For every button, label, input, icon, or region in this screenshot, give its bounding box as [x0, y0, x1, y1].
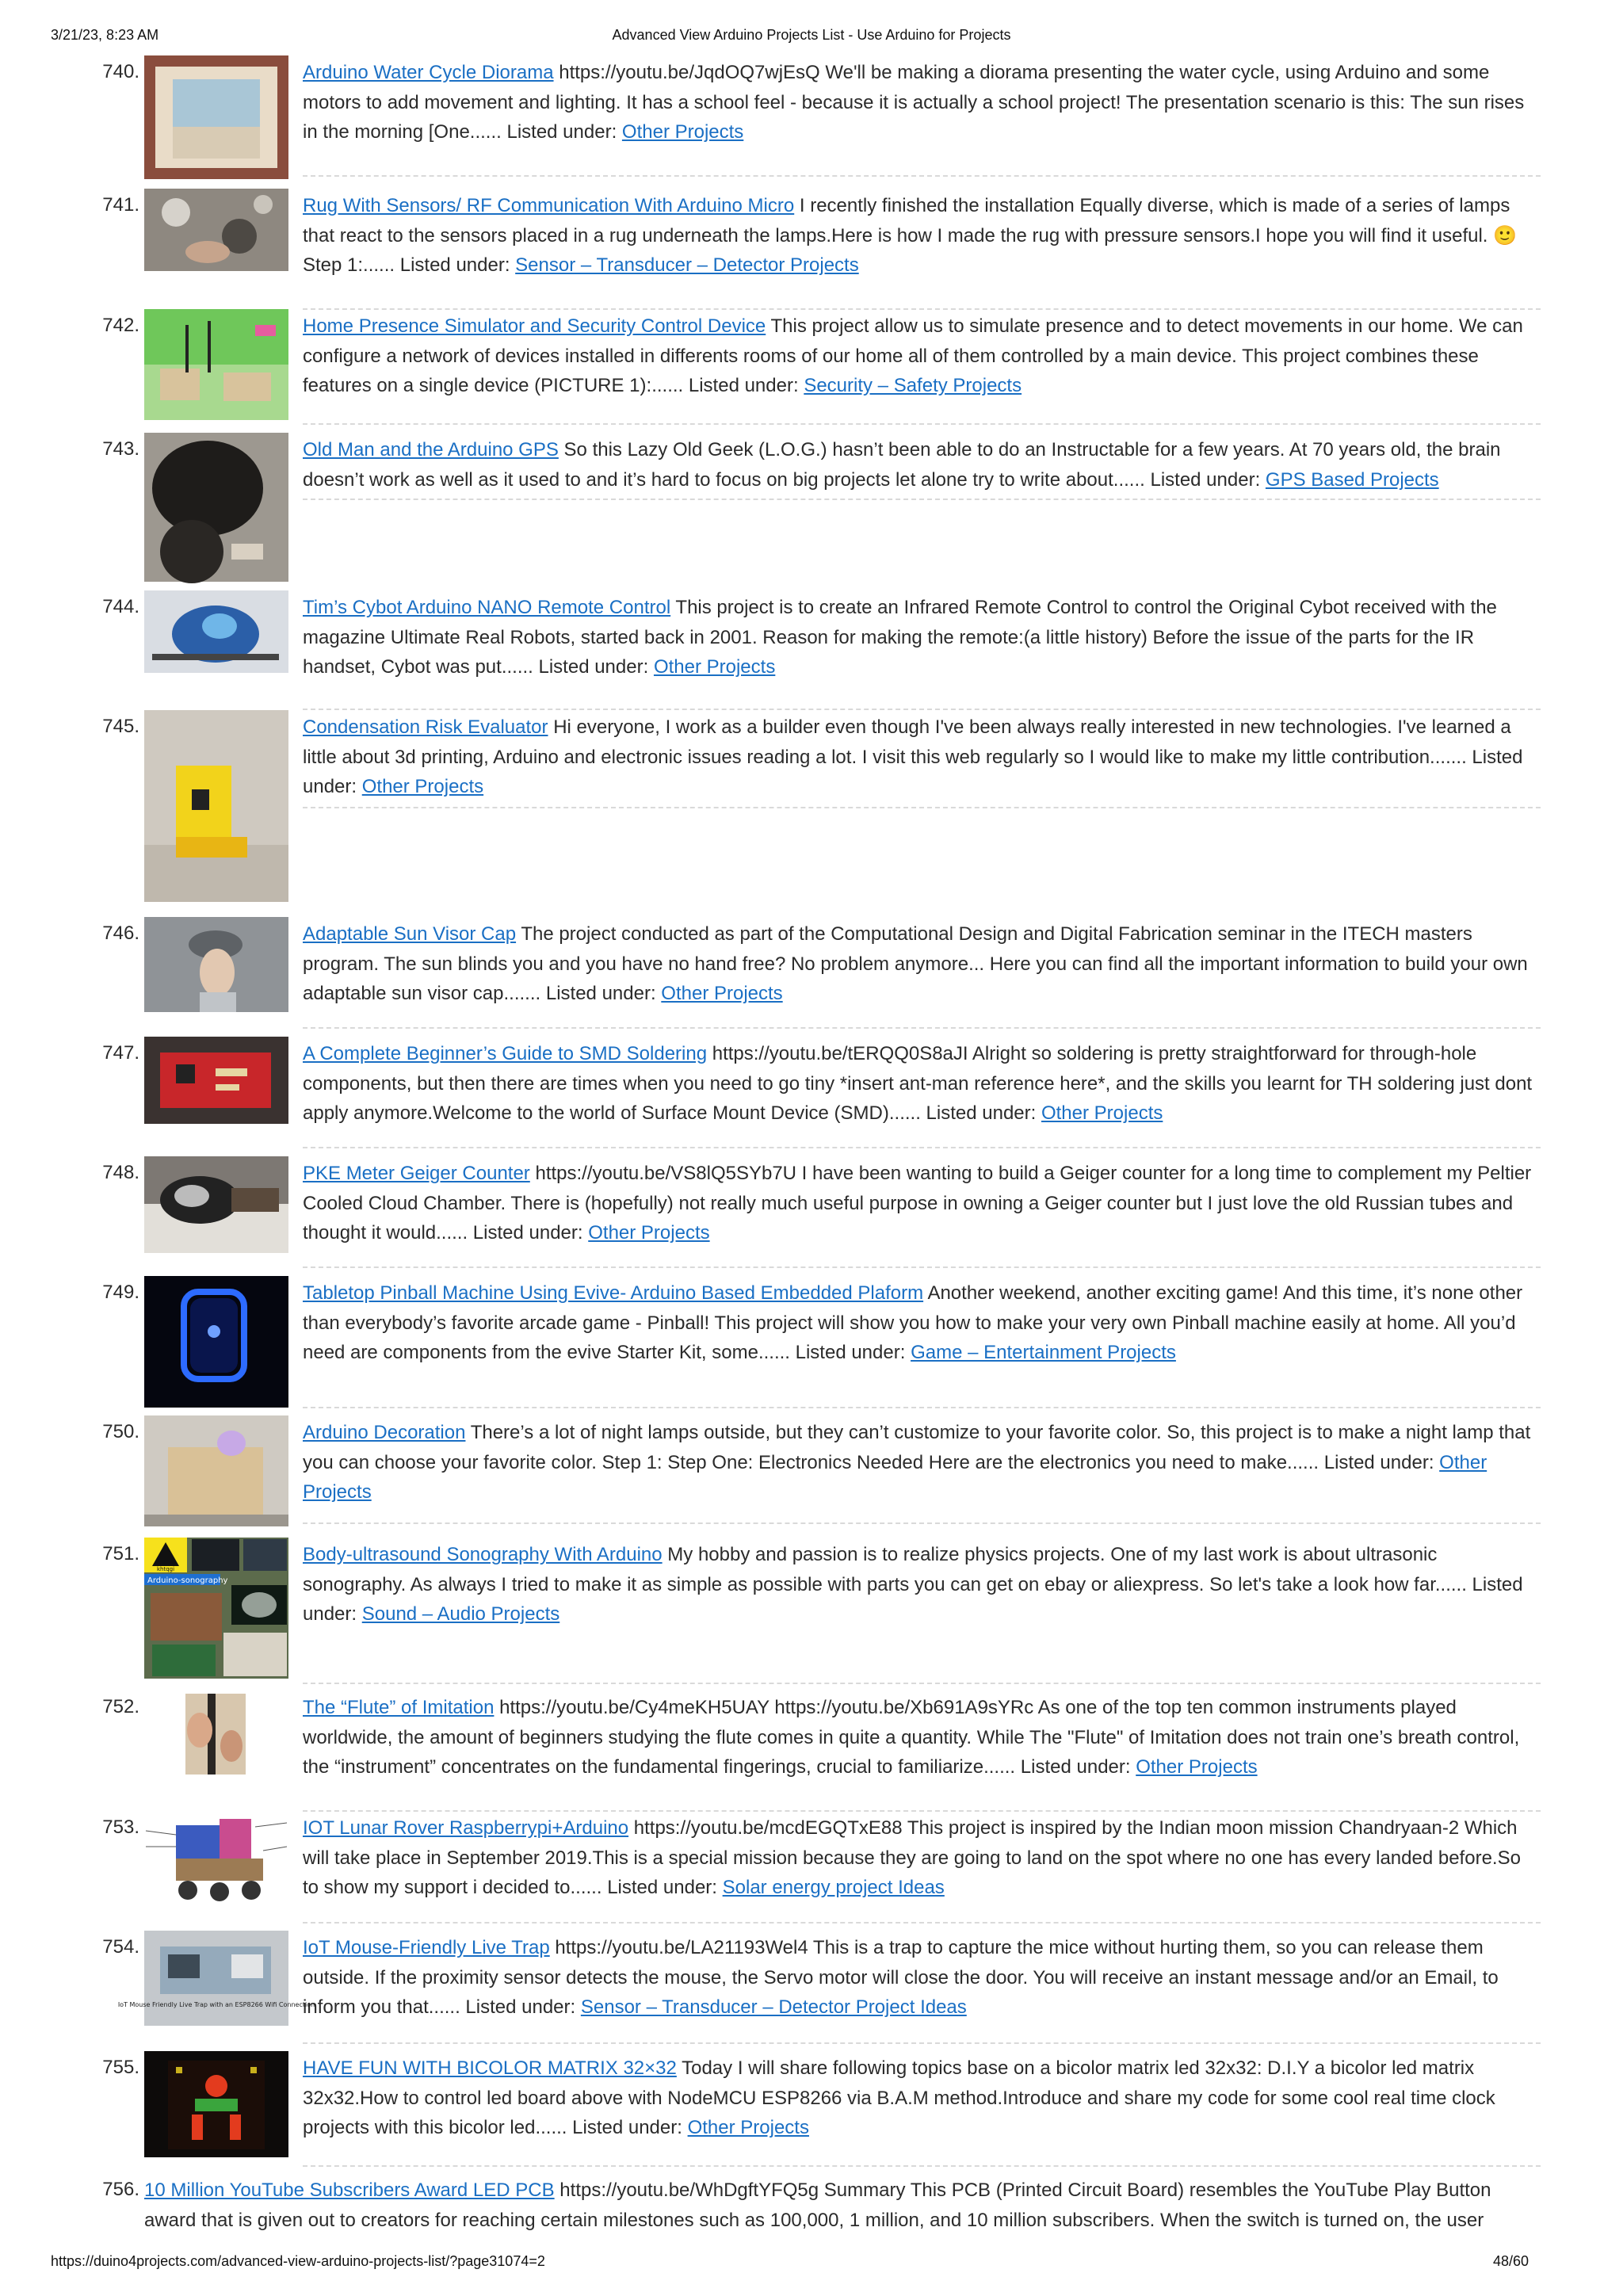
item-text — [303, 1278, 1539, 1368]
listed-under-label: Listed under: — [399, 254, 510, 276]
divider — [303, 2165, 1541, 2167]
listed-under-label: Listed under: — [1150, 468, 1261, 491]
project-title-link[interactable]: Arduino Decoration — [303, 1422, 466, 1443]
project-title-link[interactable]: HAVE FUN WITH BICOLOR MATRIX 32×32 — [303, 2057, 677, 2079]
category-link[interactable]: Game – Entertainment Projects — [911, 1342, 1176, 1363]
thumbnail-image[interactable] — [144, 1538, 288, 1679]
thumbnail-image[interactable] — [144, 2051, 288, 2157]
pinball-picture — [144, 1276, 288, 1408]
category-link[interactable]: Sound – Audio Projects — [361, 1603, 560, 1625]
listed-under-label: Listed under: — [545, 983, 656, 1004]
project-title-link[interactable]: Body-ultrasound Sonography With Arduino — [303, 1544, 663, 1565]
item-number: 750. — [102, 1421, 139, 1442]
item-text — [303, 1933, 1539, 2023]
thumbnail-image[interactable] — [144, 433, 288, 582]
thumbnail-image[interactable] — [144, 1037, 288, 1124]
project-title-link[interactable]: Tim’s Cybot Arduino NANO Remote Control — [303, 597, 671, 618]
item-number: 749. — [102, 1282, 139, 1303]
sonography-picture — [144, 1538, 288, 1679]
divider — [303, 1922, 1541, 1924]
presence-device-picture — [144, 309, 288, 420]
project-title-link[interactable]: IoT Mouse-Friendly Live Trap — [303, 1937, 550, 1958]
divider — [303, 499, 1541, 500]
category-link[interactable]: Other Projects — [687, 2117, 809, 2138]
project-description: https://youtu.be/mcdEGQTxE88 This project is inspired by the Indian moon mission Chandryaan-2 Which will take place in September 2019.This is a special mission because they are going to land on the spot where no one has every landed before.So to show my support i decided to...... — [303, 1817, 1521, 1898]
divider — [303, 709, 1541, 710]
led-matrix-picture — [144, 2051, 288, 2157]
category-link[interactable]: Solar energy project Ideas — [722, 1877, 945, 1898]
logo-text: khtqgi — [156, 1566, 175, 1572]
project-description: The project conducted as part of the Computational Design and Digital Fabrication seminar in the ITECH masters program. The sun blinds you and you have no hand free? No problem anymore... Here you can find all the important information to build your own adaptable sun visor cap....... — [303, 923, 1528, 1004]
category-link[interactable]: Other Projects — [1136, 1756, 1258, 1778]
thumb-caption: IoT Mouse Friendly Live Trap with an ESP8266 Wifi Connection — [117, 2001, 315, 2008]
item-text — [303, 1540, 1539, 1629]
cybot-picture — [144, 590, 288, 673]
thumbnail-image[interactable] — [144, 1690, 288, 1778]
item-number: 741. — [102, 194, 139, 216]
print-page-title: Advanced View Arduino Projects List - Use Arduino for Projects — [612, 27, 1011, 43]
page-url[interactable]: https://duino4projects.com/advanced-view-arduino-projects-list/?page31074=2 — [51, 2253, 545, 2269]
print-footer — [51, 2253, 1572, 2274]
category-link[interactable]: Sensor – Transducer – Detector Project Ideas — [580, 1996, 967, 2018]
listed-under-label: Listed under: — [303, 1573, 1523, 1625]
category-link[interactable]: Other Projects — [1041, 1102, 1163, 1124]
project-title-link[interactable]: 10 Million YouTube Subscribers Award LED PCB — [144, 2179, 555, 2201]
thumbnail-image[interactable] — [144, 1415, 288, 1526]
night-lamp-picture — [144, 1415, 288, 1526]
thumbnail-image[interactable] — [144, 1276, 288, 1408]
project-description: This project allow us to simulate presence and to detect movements in our home. We can configure a network of devices installed in differents rooms of our home all of them controlled by a main device. This project combines these features on a single device (PICTURE 1):...... — [303, 315, 1523, 396]
item-text — [303, 1813, 1539, 1903]
item-number: 742. — [102, 315, 139, 336]
listed-under-label: Listed under: — [538, 656, 649, 678]
listed-under-label: Listed under: — [506, 121, 617, 143]
item-number: 748. — [102, 1162, 139, 1183]
project-title-link[interactable]: Old Man and the Arduino GPS — [303, 439, 559, 460]
flute-picture — [144, 1690, 288, 1778]
item-number: 747. — [102, 1042, 139, 1064]
smd-board-picture — [144, 1037, 288, 1124]
lunar-rover-picture — [144, 1811, 288, 1908]
item-number: 756. — [102, 2179, 139, 2200]
project-title-link[interactable]: Tabletop Pinball Machine Using Evive- Arduino Based Embedded Plaform — [303, 1282, 924, 1304]
project-description: I recently finished the installation Equally diverse, which is made of a series of lamps that react to the sensors placed in a rug underneath the lamps.Here is how I made the rug with pressure sensors.I hope you will find it useful. 🙂 Step 1:...... — [303, 195, 1518, 276]
thumbnail-image[interactable] — [144, 1811, 288, 1908]
project-description: https://youtu.be/LA21193Wel4 This is a trap to capture the mice without hurting them, so you can release them outside. If the proximity sensor detects the mouse, the Servo motor will close the door. You will receive an instant message and/or an Email, to inform you that...... — [303, 1937, 1499, 2018]
evaluator-picture — [144, 710, 288, 902]
item-text — [303, 1693, 1539, 1782]
item-number: 752. — [102, 1696, 139, 1717]
visor-cap-picture — [144, 917, 288, 1012]
divider — [303, 1683, 1541, 1684]
project-title-link[interactable]: Arduino Water Cycle Diorama — [303, 62, 554, 83]
listed-under-label: Listed under: — [303, 746, 1523, 797]
project-description: https://youtu.be/tERQQ0S8aJI Alright so soldering is pretty straightforward for through-hole components, but then there are times when you need to go tiny *insert ant-man reference here*, and the skills you learnt for TH soldering just dont apply anymore.Welcome to the world of Surface Mount Device (SMD)...... — [303, 1043, 1533, 1124]
banner-text: Arduino-sonography — [147, 1576, 228, 1585]
divider — [303, 308, 1541, 310]
item-text — [144, 2176, 1541, 2235]
divider — [303, 2042, 1541, 2044]
category-link[interactable]: Sensor – Transducer – Detector Projects — [515, 254, 859, 276]
listed-under-label: Listed under: — [607, 1877, 717, 1898]
category-link[interactable]: Security – Safety Projects — [804, 375, 1022, 396]
item-number: 754. — [102, 1936, 139, 1958]
project-title-link[interactable]: Adaptable Sun Visor Cap — [303, 923, 517, 945]
project-description: Today I will share following topics base on a bicolor matrix led 32x32: D.I.Y a bicolor led matrix 32x32.How to control led board above with NodeMCU ESP8266 via B.A.M method.Introduce and share my code for some cool real time clock projects with this bicolor led...... — [303, 2057, 1495, 2138]
thumbnail-image[interactable] — [144, 917, 288, 1012]
listed-under-label: Listed under: — [795, 1342, 906, 1363]
item-text — [303, 435, 1539, 495]
project-title-link[interactable]: IOT Lunar Rover Raspberrypi+Arduino — [303, 1817, 629, 1839]
diorama-picture — [144, 55, 288, 179]
item-number: 753. — [102, 1817, 139, 1838]
project-description: https://youtu.be/VS8lQ5SYb7U I have been wanting to build a Geiger counter for a long time to complement my Peltier Cooled Cloud Chamber. There is (hopefully) not really much useful purpose in owning a Geiger counter but I just love the old Russian tubes and thought it would...... — [303, 1163, 1532, 1244]
category-link[interactable]: GPS Based Projects — [1265, 468, 1439, 491]
thumbnail-image[interactable] — [144, 1156, 288, 1253]
divider — [303, 1522, 1541, 1524]
project-title-link[interactable]: A Complete Beginner’s Guide to SMD Soldering — [303, 1043, 708, 1064]
item-text — [303, 712, 1539, 802]
thumbnail-image[interactable] — [144, 55, 288, 179]
divider — [303, 175, 1541, 177]
print-date: 3/21/23, 8:23 AM — [51, 27, 159, 43]
item-number: 746. — [102, 923, 139, 944]
project-description: Hi everyone, I work as a builder even though I've been always really interested in new technologies. I've learned a little about 3d printing, Arduino and electronic issues reading a lot. I visit this web regularly so I would like to make my little contribution....... — [303, 716, 1511, 768]
rug-picture — [144, 189, 288, 271]
item-number: 755. — [102, 2057, 139, 2078]
divider — [303, 423, 1541, 425]
listed-under-label: Listed under: — [1020, 1756, 1131, 1778]
category-link[interactable]: Other Projects — [588, 1222, 710, 1244]
item-text — [303, 1039, 1539, 1129]
category-link[interactable]: Other Projects — [361, 776, 484, 797]
project-title-link[interactable]: Home Presence Simulator and Security Control Device — [303, 315, 766, 337]
project-description: So this Lazy Old Geek (L.O.G.) hasn’t been able to do an Instructable for a few years. At 70 years old, the brain doesn’t work as well as it used to and it’s hard to focus on big projects let alone try to write about...... — [303, 439, 1501, 491]
divider — [303, 1027, 1541, 1029]
divider — [303, 1810, 1541, 1812]
divider — [303, 1266, 1541, 1268]
item-number: 751. — [102, 1543, 139, 1564]
divider — [303, 807, 1541, 808]
project-description: https://youtu.be/Cy4meKH5UAY https://youtu.be/Xb691A9sYRc As one of the top ten common instruments played worldwide, the amount of beginners studying the flute comes in quite a quantity. While The "Flute" of Imitation does not train one’s breath control, the “instrument” concentrates on the fundamental fingerings, crucial to familiarize...... — [303, 1697, 1520, 1778]
divider — [303, 1147, 1541, 1148]
project-description: https://youtu.be/WhDgftYFQ5g Summary This PCB (Printed Circuit Board) resembles the YouTube Play Button award that is given out to creators for reaching certain milestones such as 100,000, 1 million, and 10 million subscribers. When the switch is turned on, the user — [144, 2179, 1491, 2231]
category-link[interactable]: Other Projects — [621, 121, 744, 143]
listed-under-label: Listed under: — [465, 1996, 576, 2018]
project-description: Another weekend, another exciting game! And this time, it’s none other than everybody’s favorite arcade game - Pinball! This project will show you how to make your very own Pinball machine easily at home. All you’d need are components from the evive Starter Kit, some...... — [303, 1282, 1523, 1363]
item-number: 743. — [102, 438, 139, 460]
listed-under-label: Listed under: — [472, 1222, 583, 1244]
item-text — [303, 1418, 1539, 1507]
item-text — [303, 1159, 1539, 1248]
item-text — [303, 593, 1539, 682]
listed-under-label: Listed under: — [1323, 1451, 1434, 1473]
project-description: My hobby and passion is to realize physics projects. One of my last work is about ultrasonic sonography. As always I tried to make it as simple as possible with parts you can get on ebay or aliexpress. So let's take a look how far...... — [303, 1544, 1467, 1595]
thumbnail-image[interactable] — [144, 189, 288, 271]
print-header — [51, 27, 1572, 48]
thumbnail-image[interactable] — [144, 309, 288, 420]
dog-picture — [144, 433, 288, 582]
item-text — [303, 191, 1539, 281]
item-text — [303, 919, 1539, 1009]
item-text — [303, 311, 1539, 401]
category-link[interactable]: Other Projects — [303, 1451, 1487, 1503]
item-text — [303, 58, 1539, 147]
thumbnail-image[interactable] — [144, 710, 288, 902]
category-link[interactable]: Other Projects — [661, 983, 783, 1004]
project-description: This project is to create an Infrared Remote Control to control the Original Cybot received with the magazine Ultimate Real Robots, started back in 2001. Reason for making the remote:(a little history) Before the issue of the parts for the IR handset, Cybot was put...... — [303, 597, 1497, 678]
project-description: There’s a lot of night lamps outside, but they can’t customize to your favorite color. So, this project is to make a night lamp that you can choose your favorite color. Step 1: Step One: Electronics Needed Here are the electronics you need to make...... — [303, 1422, 1531, 1473]
project-title-link[interactable]: Condensation Risk Evaluator — [303, 716, 548, 738]
item-number: 745. — [102, 716, 139, 737]
category-link[interactable]: Other Projects — [653, 656, 776, 678]
item-text — [303, 2053, 1539, 2143]
project-title-link[interactable]: PKE Meter Geiger Counter — [303, 1163, 530, 1184]
page-counter: 48/60 — [1492, 2253, 1529, 2269]
project-description: https://youtu.be/JqdOQ7wjEsQ We'll be making a diorama presenting the water cycle, using Arduino and some motors to add movement and lighting. It has a school feel - because it is actually a school project! The presentation scenario is this: The sun rises in the morning [One...... — [303, 62, 1525, 143]
project-title-link[interactable]: Rug With Sensors/ RF Communication With Arduino Micro — [303, 195, 795, 216]
listed-under-label: Listed under: — [688, 375, 799, 396]
divider — [303, 1407, 1541, 1408]
listed-under-label: Listed under: — [926, 1102, 1037, 1124]
thumbnail-image[interactable] — [144, 590, 288, 673]
geiger-counter-picture — [144, 1156, 288, 1253]
item-number: 740. — [102, 61, 139, 82]
listed-under-label: Listed under: — [572, 2117, 682, 2138]
project-title-link[interactable]: The “Flute” of Imitation — [303, 1697, 495, 1718]
item-number: 744. — [102, 596, 139, 617]
